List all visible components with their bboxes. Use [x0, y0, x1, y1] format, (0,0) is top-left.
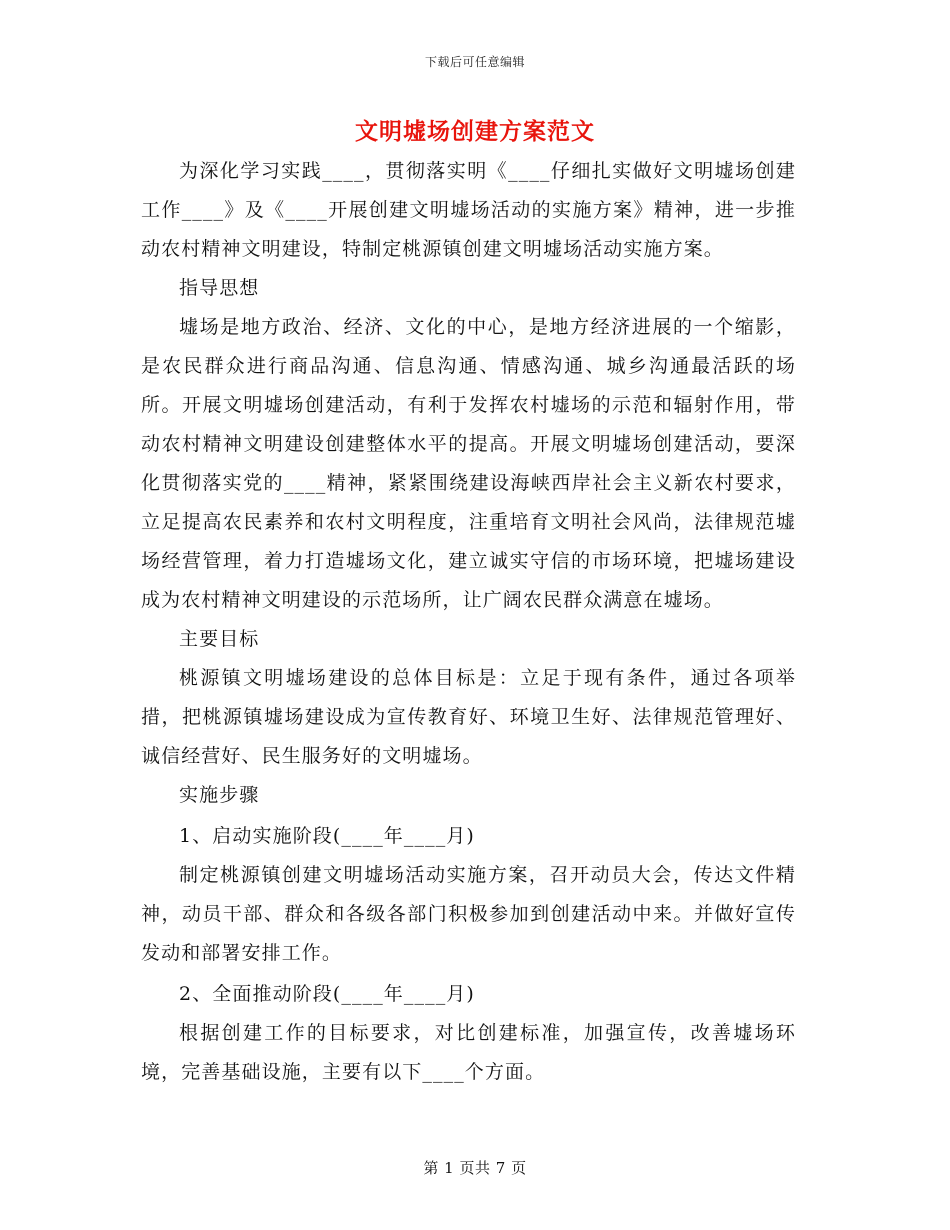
document-body: [141, 152, 796, 1092]
page-footer: 第 1 页共 7 页: [423, 1159, 527, 1177]
step-2-paragraph: 根据创建工作的目标要求，对比创建标准，加强宣传，改善墟场环境，完善基础设施，主要有以下____个方面。: [141, 1022, 796, 1083]
document-title: 文明墟场创建方案范文: [355, 118, 595, 145]
step-2-heading: 2、全面推动阶段(____年____月): [179, 983, 475, 1005]
page-header: 下载后可任意编辑: [424, 55, 525, 69]
main-goals-paragraph: 桃源镇文明墟场建设的总体目标是：立足于现有条件，通过各项举措，把桃源镇墟场建设成为宣传教育好、环境卫生好、法律规范管理好、诚信经营好、民生服务好的文明墟场。: [141, 667, 796, 767]
step-1-paragraph: 制定桃源镇创建文明墟场活动实施方案，召开动员大会，传达文件精神，动员干部、群众和各级各部门积极参加到创建活动中来。并做好宣传发动和部署安排工作。: [141, 864, 796, 964]
step-1-heading: 1、启动实施阶段(____年____月): [179, 825, 475, 847]
section-heading-implementation-steps: 实施步骤: [179, 784, 260, 806]
section-heading-guiding-thought: 指导思想: [179, 277, 260, 299]
section-heading-main-goals: 主要目标: [179, 628, 260, 650]
intro-paragraph: 为深化学习实践____，贯彻落实明《____仔细扎实做好文明墟场创建工作____》及《____开展创建文明墟场活动的实施方案》精神，进一步推动农村精神文明建设，特制定桃源镇创建文明墟场活动实施方案。: [141, 160, 796, 260]
guiding-thought-paragraph: 墟场是地方政治、经济、文化的中心，是地方经济进展的一个缩影，是农民群众进行商品沟通、信息沟通、情感沟通、城乡沟通最活跃的场所。开展文明墟场创建活动，有利于发挥农村墟场的示范和辐射作用，带动农村精神文明建设创建整体水平的提高。开展文明墟场创建活动，要深化贯彻落实党的____精神，紧紧围绕建设海峡西岸社会主义新农村要求，立足提高农民素养和农村文明程度，注重培育文明社会风尚，法律规范墟场经营管理，着力打造墟场文化，建立诚实守信的市场环境，把墟场建设成为农村精神文明建设的示范场所，让广阔农民群众满意在墟场。: [141, 316, 796, 611]
